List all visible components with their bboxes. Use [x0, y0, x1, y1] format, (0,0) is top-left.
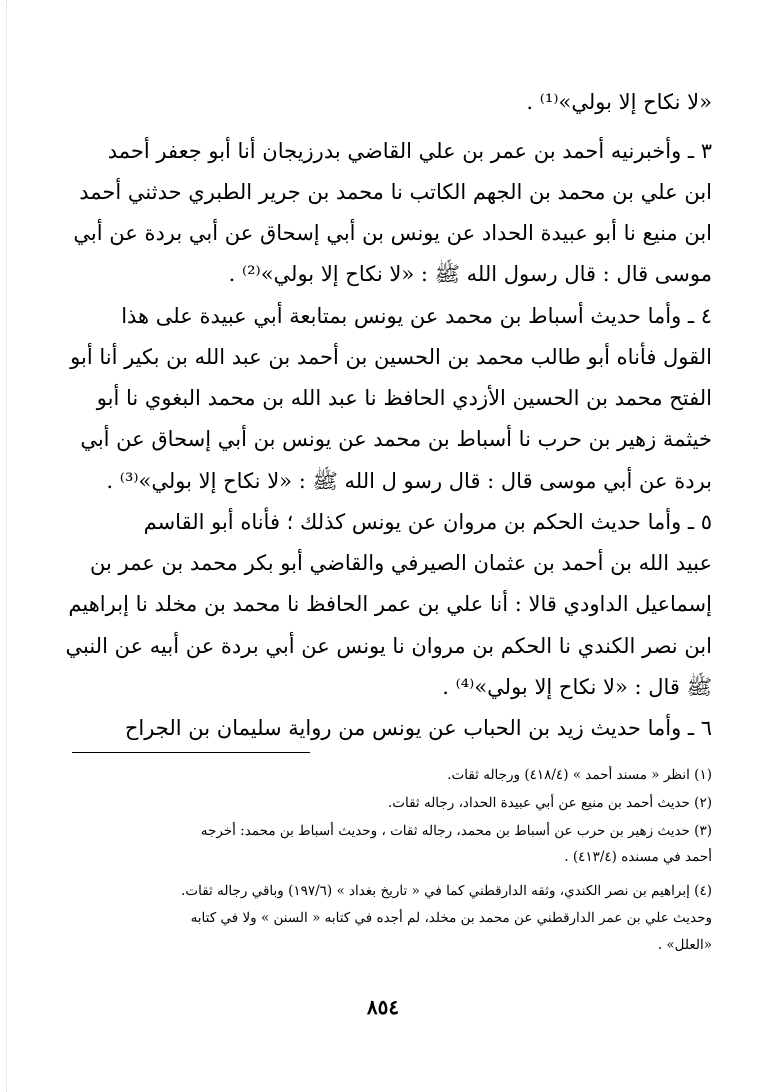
- footnote-line: (١) انظر « مسند أحمد » (٤١٨/٤) ورجاله ثقات.: [447, 767, 712, 783]
- text-line: ٦ ـ وأما حديث زيد بن الحباب عن يونس من رواية سليمان بن الجراح: [124, 716, 712, 740]
- text-line: «لا نكاح إلا بولي»⁽¹⁾ .: [526, 90, 712, 114]
- text-line: بردة عن أبي موسى قال : قال رسو ل الله ﷺ : «لا نكاح إلا بولي»⁽³⁾ .: [106, 469, 712, 493]
- text-line: ٤ ـ وأما حديث أسباط بن محمد عن يونس بمتابعة أبي عبيدة على هذا: [121, 304, 712, 328]
- text-line: خيثمة زهير بن حرب نا أسباط بن محمد عن يونس بن أبي إسحاق عن أبي: [80, 427, 712, 451]
- footnote-line: (٢) حديث أحمد بن منيع عن أبي عبيدة الحداد، رجاله ثقات.: [387, 795, 712, 811]
- footnote-separator: [72, 752, 310, 753]
- text-line: القول فأناه أبو طالب محمد بن الحسين بن أحمد بن عبد الله بن بكير أنا أبو: [70, 345, 712, 369]
- text-line: ﷺ قال : «لا نكاح إلا بولي»⁽⁴⁾ .: [442, 675, 712, 699]
- text-line: عبيد الله بن أحمد بن عثمان الصيرفي والقاضي أبو بكر محمد بن عمر بن: [89, 551, 712, 575]
- footnote-line: «العلل» .: [657, 937, 712, 953]
- footnote-line: أحمد في مسنده (٤١٣/٤) .: [564, 849, 712, 865]
- footnote-line: وحديث علي بن عمر الدارقطني عن محمد بن مخلد، لم أجده في كتابه « السنن » ولا في كتابه: [190, 910, 712, 926]
- text-line: ٥ ـ وأما حديث الحكم بن مروان عن يونس كذلك ؛ فأناه أبو القاسم: [143, 510, 712, 534]
- text-line: ابن علي بن محمد بن الجهم الكاتب نا محمد بن جرير الطبري حدثني أحمد: [79, 180, 712, 204]
- text-line: إسماعيل الداودي قالا : أنا علي بن عمر الحافظ نا محمد بن مخلد نا إبراهيم: [68, 592, 712, 616]
- text-line: ابن نصر الكندي نا الحكم بن مروان نا يونس عن أبي بردة عن أبيه عن النبي: [65, 634, 712, 658]
- text-line: ابن منيع نا أبو عبيدة الحداد عن يونس بن أبي إسحاق عن أبي بردة عن أبي: [73, 221, 712, 245]
- footnote-line: (٣) حديث زهير بن حرب عن أسباط بن محمد، رجاله ثقات ، وحديث أسباط بن محمد: أخرجه: [200, 823, 712, 839]
- page-edge-marks: [6, 0, 8, 1092]
- text-line: ٣ ـ وأخبرنيه أحمد بن عمر بن علي القاضي بدرزيجان أنا أبو جعفر أحمد: [107, 139, 712, 163]
- text-line: الفتح محمد بن الحسين الأزدي الحافظ نا عبد الله بن محمد البغوي نا أبو: [96, 386, 712, 410]
- footnote-line: (٤) إبراهيم بن نصر الكندي، وثقه الدارقطني كما في « تاريخ بغداد » (١٩٧/٦) وباقي رجاله ثقات.: [181, 883, 712, 899]
- text-line: موسى قال : قال رسول الله ﷺ : «لا نكاح إلا بولي»⁽²⁾ .: [228, 262, 712, 286]
- page-number: ٨٥٤: [366, 995, 400, 1019]
